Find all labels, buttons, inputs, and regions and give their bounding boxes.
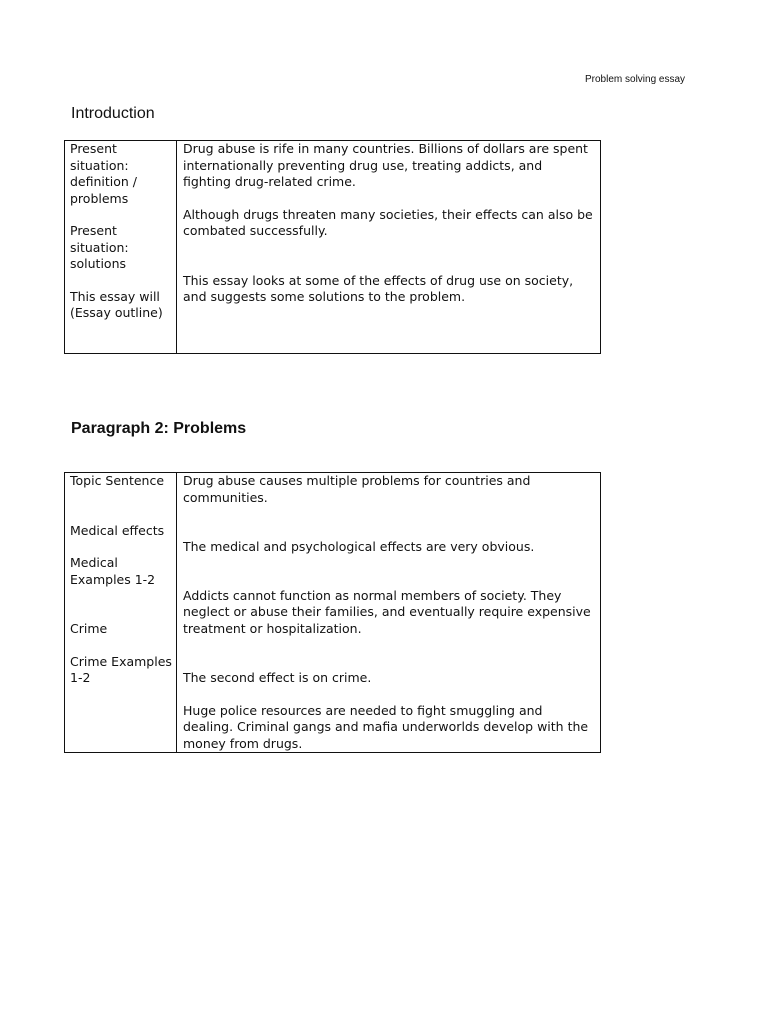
medical-effects-text: The medical and psychological effects are very obvious. [183,539,535,554]
label-crime: Crime [70,621,108,636]
label-topic-sentence: Topic Sentence [70,473,165,488]
introduction-heading: Introduction [71,105,155,122]
table-row [65,141,601,354]
label-crime-examples: Crime Examples 1-2 [70,653,172,685]
intro-text-outline: This essay looks at some of the effects of drug use on society, and suggests some solutions to the problem. [183,272,574,304]
label-medical-effects: Medical effects [70,522,165,538]
label-column [65,473,177,753]
paragraph2-heading: Paragraph 2: Problems [71,420,247,437]
text-column [177,141,601,354]
intro-text-problems: Drug abuse is rife in many countries. Billions of dollars are spent internationally preventing drug use, treating addicts, and fighting drug-related crime. [183,141,588,189]
problems-table [64,472,601,753]
text-column [177,473,601,753]
label-present-situation-solutions: Present situation: solutions [70,223,129,271]
crime-text: The second effect is on crime. [183,670,372,685]
document-header-note: Problem solving essay [585,74,686,85]
label-column [65,141,177,354]
crime-examples-text: Huge police resources are needed to fight smuggling and dealing. Criminal gangs and mafia underworlds develop with the money from drugs. [183,702,589,751]
label-present-situation-problems: Present situation: definition / problems [70,141,138,206]
medical-examples-text: Addicts cannot function as normal members of society. They neglect or abuse their families, and eventually require expensive treatment or hospitalization. [183,587,591,636]
topic-sentence-text: Drug abuse causes multiple problems for countries and communities. [183,473,531,505]
intro-text-solutions: Although drugs threaten many societies, their effects can also be combated successfully. [183,206,593,238]
introduction-table [64,140,601,354]
label-essay-outline: This essay will (Essay outline) [70,288,163,320]
label-medical-examples: Medical Examples 1-2 [70,555,156,587]
table-row [65,473,601,753]
